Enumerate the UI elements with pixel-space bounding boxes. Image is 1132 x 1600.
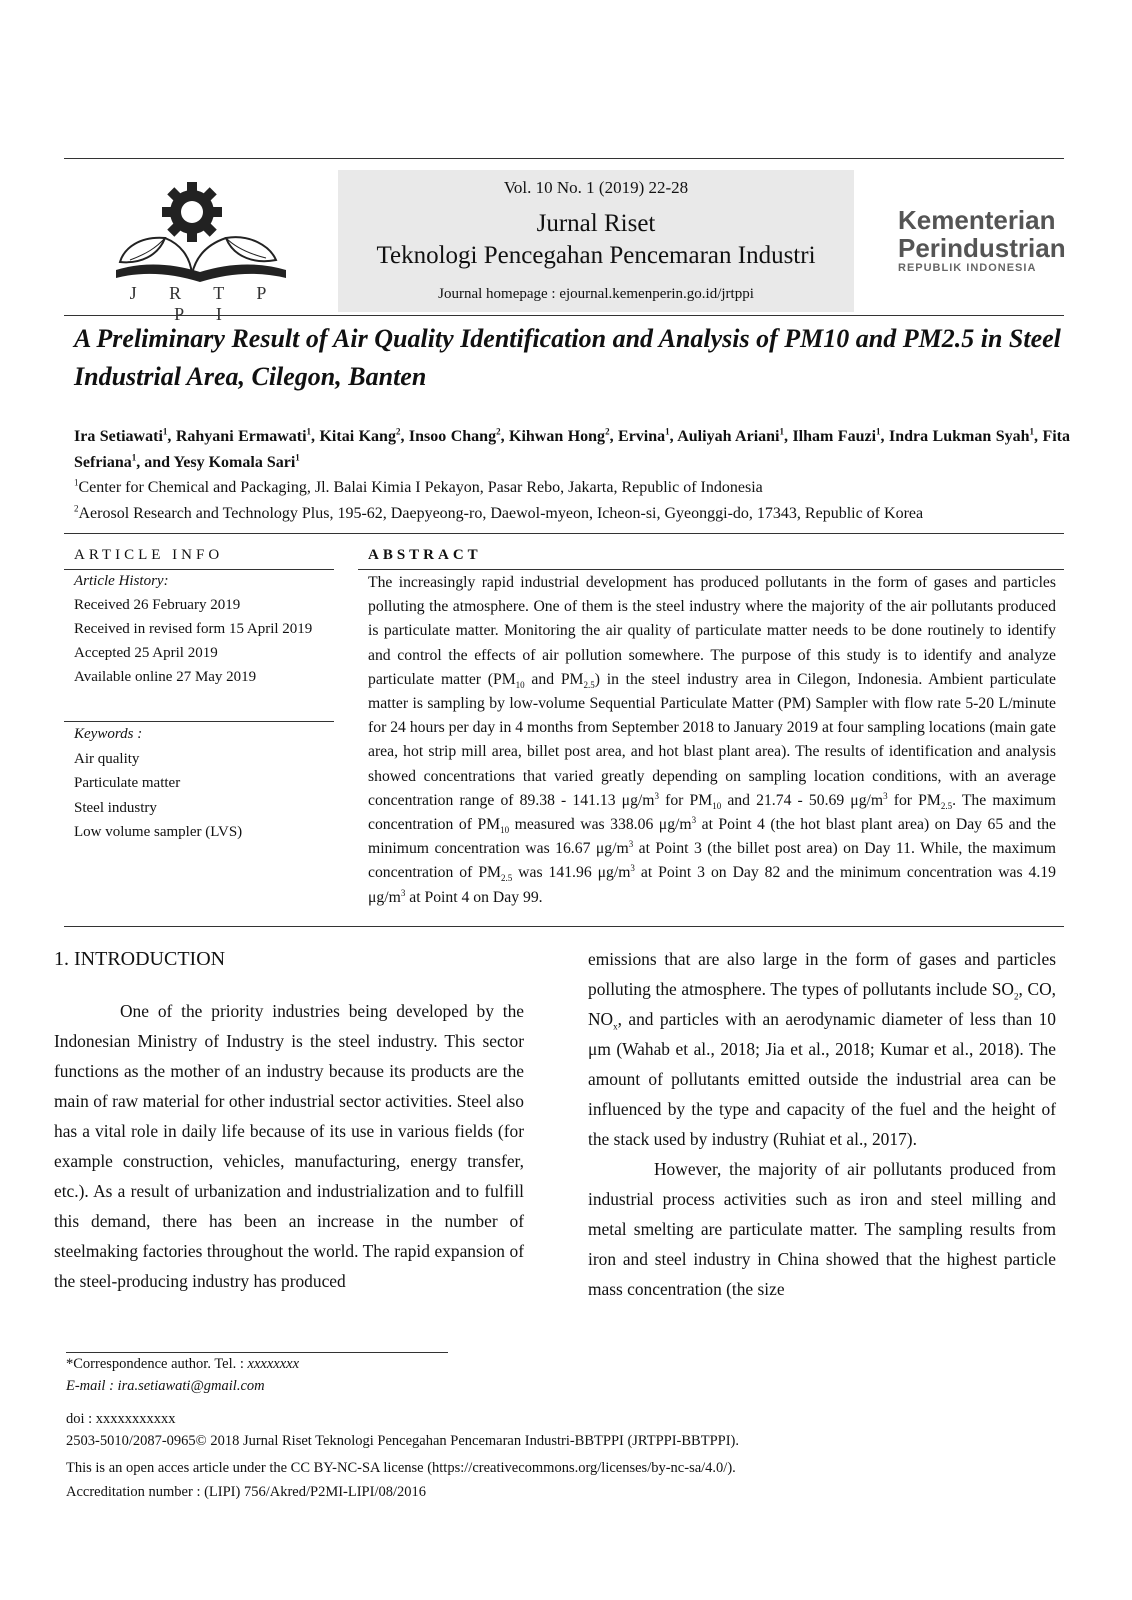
abstract-rule [358, 569, 1064, 570]
author-affiliation-mark: 1 [295, 452, 300, 463]
introduction-left-column [54, 996, 524, 1296]
history-revised: Received in revised form 15 April 2019 [74, 621, 313, 637]
author-affiliation-mark: 1 [306, 426, 312, 437]
affiliation-number: 1 [74, 477, 79, 488]
abstract-text: The increasingly rapid industrial development has produced pollutants in the form of gases and particles polluting the atmosphere. One of them is the steel industry where the majority of the air pollutants produced is particulate matter. Monitoring the air quality of particulate matter needs to be done routinely to identify and control the effects of air pollution somewhere. The purpose of this study is to identify and analyze particulate matter ($PM_{10}$ and $PM_{2.5}$) in the steel industry area in Cilegon, Indonesia. Ambient particulate matter is sampling by low-volume Sequential Particulate Matter (PM) Sampler with flow rate 5-20 L/minute for 24 hours per day in 4 months from September 2018 to January 2019 at four sampling locations (main gate area, hot strip mill area, billet post area, and hot blast plant area). The results of identification and analysis showed concentrations that varied greatly depending on sampling location conditions, with an average concentration range of 89.38 - 141.13 $\mu g/m^3$ for $PM_{10}$ and 21.74 - 50.69 $\mu g/m^3$ for $PM_{2.5}$. The maximum concentration of $PM_{10}$ measured was 338.06 $\mu g/m^3$ at Point 4 (the hot blast plant area) on Day 65 and the minimum concentration was 16.67 $\mu g/m^3$ at Point 3 (the billet post area) on Day 11. While, the maximum concentration of $PM_{2.5}$ was 141.96 $\mu g/m^3$ at Point 3 on Day 82 and the minimum concentration was 4.19 $\mu g/m^3$ at Point 4 on Day 99. [368, 574, 1057, 906]
abstract-heading: ABSTRACT [368, 547, 482, 563]
history-label: Article History: [74, 573, 169, 589]
volume-info: Vol. 10 No. 1 (2019) 22-28 [503, 178, 689, 197]
author: Fita Sefriana [74, 428, 1070, 471]
header-top-rule [64, 158, 1064, 159]
doi: doi : xxxxxxxxxxx [66, 1411, 176, 1427]
author: Rahyani Ermawati [175, 428, 307, 445]
author: Ira Setiawati [74, 428, 163, 445]
correspondence-email: E-mail : ira.setiawati@gmail.com [66, 1378, 265, 1394]
history-received: Received 26 February 2019 [74, 597, 241, 613]
journal-homepage: Journal homepage : ejournal.kemenperin.go.id/jrtppi [438, 286, 754, 302]
author: Indra Lukman Syah [888, 428, 1030, 445]
author: Ilham Fauzi [792, 428, 877, 445]
author-affiliation-mark: 1 [1029, 426, 1034, 437]
affiliation-text: Aerosol Research and Technology Plus, 195-62, Daepyeong-ro, Daewol-myeon, Icheon-si, Gyeonggi-do, 17343, Republic of Korea [78, 505, 924, 522]
accreditation-note: Accreditation number : (LIPI) 756/Akred/P2MI-LIPI/08/2016 [66, 1484, 427, 1500]
logo-letters: J R T P P I [129, 283, 281, 324]
author-affiliation-mark: 2 [605, 426, 610, 437]
keyword: Steel industry [74, 800, 157, 816]
author-affiliation-mark: 1 [131, 452, 137, 463]
author: Kihwan Hong [509, 428, 606, 445]
paragraph: One of the priority industries being developed by the Indonesian Ministry of Industry is the steel industry. This sector functions as the mother of an industry because its products are the main of raw material for other industrial sector activities. Steel also has a vital role in daily life because of its use in various fields (for example construction, vehicles, manufacturing, energy transfer, etc.). As a result of urbanization and industrialization and to fulfill this demand, there has been an increase in the number of steelmaking factories throughout the world. The rapid expansion of the steel-producing industry has produced [54, 1001, 524, 1291]
author: Auliyah Ariani [677, 428, 780, 445]
issn-copyright: 2503-5010/2087-0965© 2018 Jurnal Riset Teknologi Pencegahan Pencemaran Industri-BBTPPI (JRTPPI-BBTPPI). [66, 1433, 739, 1449]
keyword: Particulate matter [74, 775, 181, 791]
ministry-line2: Perindustrian [898, 233, 1066, 263]
keywords-label: Keywords : [74, 726, 143, 742]
journal-banner [338, 170, 854, 312]
affiliation-1 [74, 479, 763, 497]
section-rule [64, 533, 1064, 534]
ministry-subtitle: REPUBLIK INDONESIA [898, 262, 1037, 274]
footnote-rule [66, 1352, 448, 1353]
author: Insoo Chang [408, 428, 497, 445]
author: Kitai Kang [319, 428, 396, 445]
keywords-rule [64, 721, 334, 722]
license-note: This is an open acces article under the CC BY-NC-SA license (https://creativecommons.org/licenses/by-nc-sa/4.0/). [66, 1460, 736, 1476]
affiliation-number: 2 [74, 503, 79, 514]
paragraph: However, the majority of air pollutants produced from industrial process activities such as iron and steel milling and metal smelting are particulate matter. The sampling results from iron and steel industry in China showed that the highest particle mass concentration (the size [588, 1159, 1056, 1299]
author-affiliation-mark: 1 [665, 426, 670, 437]
history-accepted: Accepted 25 April 2019 [74, 645, 218, 661]
author-affiliation-mark: 2 [496, 426, 501, 437]
author-affiliation-mark: 2 [395, 426, 401, 437]
paragraph: emissions that are also large in the form of gases and particles polluting the atmosphere. The types of pollutants include $SO_2$, CO, $NO_x$, and particles with an aerodynamic diameter of less than 10 μm (Wahab et al., 2018; Jia et al., 2018; Kumar et al., 2018). The amount of pollutants emitted outside the industrial area can be influenced by the type and capacity of the fuel and the height of the stack used by industry (Ruhiat et al., 2017). [588, 949, 1056, 1149]
affiliation-text: Center for Chemical and Packaging, Jl. Balai Kimia I Pekayon, Pasar Rebo, Jakarta, Republic of Indonesia [78, 479, 763, 496]
ministry-line1: Kementerian [898, 205, 1056, 235]
author: Ervina [618, 428, 666, 445]
history-online: Available online 27 May 2019 [74, 669, 257, 685]
article-title: A Preliminary Result of Air Quality Identification and Analysis of PM10 and PM2.5 in Steel Industrial Area, Cilegon, Banten [74, 324, 1061, 391]
article-info-heading: ARTICLE INFO [74, 547, 224, 563]
journal-name-line2: Teknologi Pencegahan Pencemaran Industri [376, 242, 816, 269]
header-bottom-rule [64, 315, 1064, 316]
keyword: Low volume sampler (LVS) [74, 824, 243, 840]
article-info-rule [64, 569, 334, 570]
introduction-right-column [588, 944, 1056, 1304]
abstract-bottom-rule [64, 926, 1064, 927]
author: Yesy Komala Sari [173, 454, 296, 471]
affiliation-2 [74, 505, 923, 523]
gear-leaf-book-icon [110, 178, 300, 288]
author-affiliation-mark: 1 [779, 426, 784, 437]
journal-name-line1: Jurnal Riset [536, 210, 656, 237]
author-affiliation-mark: 1 [162, 426, 168, 437]
ministry-logo [898, 206, 1066, 262]
correspondence-note: *Correspondence author. Tel. : xxxxxxxx [66, 1356, 300, 1372]
keyword: Air quality [74, 751, 140, 767]
introduction-heading: 1. INTRODUCTION [54, 948, 226, 970]
author-list: Ira Setiawati$^1$, Rahyani Ermawati$^1$, Kitai Kang$^2$, Insoo Chang$^2$, Kihwan Hong$^2$, Ervina$^1$, Auliyah Ariani$^1$, Ilham Fauzi$^1$, Indra Lukman Syah$^1$, Fita Sefriana$^1$, and Yesy Komala Sari$^1$ [74, 426, 1070, 471]
author-affiliation-mark: 1 [876, 426, 881, 437]
